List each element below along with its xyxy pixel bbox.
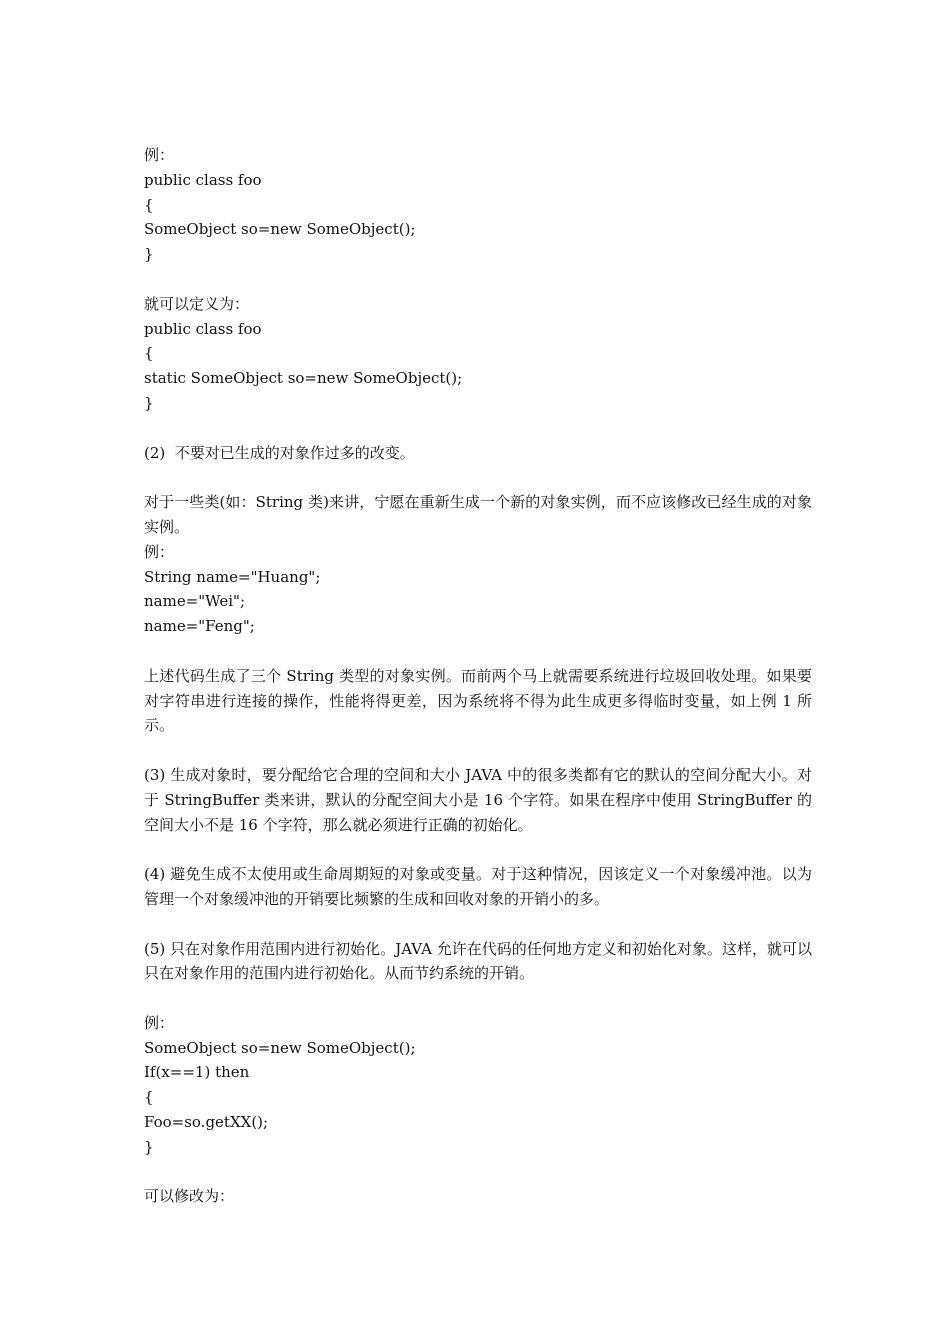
paragraph-gap [144, 465, 812, 490]
paragraph-gap [144, 837, 812, 862]
code-line: { [144, 195, 154, 214]
paragraph-gap [144, 738, 812, 763]
example-label: 例： [144, 542, 175, 561]
code-line: name="Wei"; [144, 592, 245, 611]
tip-4-paragraph: (4) 避免生成不太使用或生命周期短的对象或变量。对于这种情况，因该定义一个对象缓冲池。以为管理一个对象缓冲池的开销要比频繁的生成和回收对象的开销小的多。 [144, 865, 812, 908]
code-line: Foo=so.getXX(); [144, 1113, 269, 1132]
tip-5-paragraph: (5) 只在对象作用范围内进行初始化。JAVA 允许在代码的任何地方定义和初始化对象。这样，就可以只在对象作用的范围内进行初始化。从而节约系统的开销。 [144, 939, 812, 983]
code-line: { [144, 344, 154, 363]
code-line: } [144, 393, 154, 412]
paragraph-gap [144, 416, 812, 441]
rewrite-label: 可以修改为： [144, 1187, 235, 1206]
paragraph-gap [144, 639, 812, 664]
code-line: SomeObject so=new SomeObject(); [144, 220, 416, 239]
rewrite-label: 就可以定义为： [144, 294, 250, 313]
code-line: If(x==1) then [144, 1063, 250, 1082]
paragraph-gap [144, 986, 812, 1011]
document-page [144, 143, 812, 1209]
code-line: { [144, 1088, 154, 1107]
code-line: name="Feng"; [144, 617, 255, 636]
tip-2-body: 对于一些类(如：String 类)来讲，宁愿在重新生成一个新的对象实例，而不应该修改已经生成的对象实例。 [144, 493, 812, 536]
code-line: public class foo [144, 319, 262, 338]
tip-3-paragraph: (3) 生成对象时，要分配给它合理的空间和大小 JAVA 中的很多类都有它的默认的空间分配大小。对于 StringBuffer 类来讲，默认的分配空间大小是 16 个字符。如果在程序中使用 StringBuffer 的空间大小不是 16 个字符，那么就必须进行正确的初始化。 [144, 765, 812, 834]
paragraph-gap [144, 1160, 812, 1185]
code-line: } [144, 1137, 154, 1156]
example-label: 例： [144, 1013, 175, 1032]
example-label: 例： [144, 146, 175, 164]
code-line: public class foo [144, 170, 262, 189]
code-line: String name="Huang"; [144, 567, 321, 586]
code-line: } [144, 245, 154, 264]
paragraph-gap [144, 267, 812, 292]
code-line: static SomeObject so=new SomeObject(); [144, 369, 463, 388]
paragraph-gap [144, 912, 812, 937]
tip-2-explanation: 上述代码生成了三个 String 类型的对象实例。而前两个马上就需要系统进行垃圾回收处理。如果要对字符串进行连接的操作，性能将得更差，因为系统将不得为此生成更多得临时变量，如上例 1 所示。 [144, 666, 812, 735]
tip-2-heading: (2) 不要对已生成的对象作过多的改变。 [144, 443, 415, 462]
code-line: SomeObject so=new SomeObject(); [144, 1038, 416, 1057]
